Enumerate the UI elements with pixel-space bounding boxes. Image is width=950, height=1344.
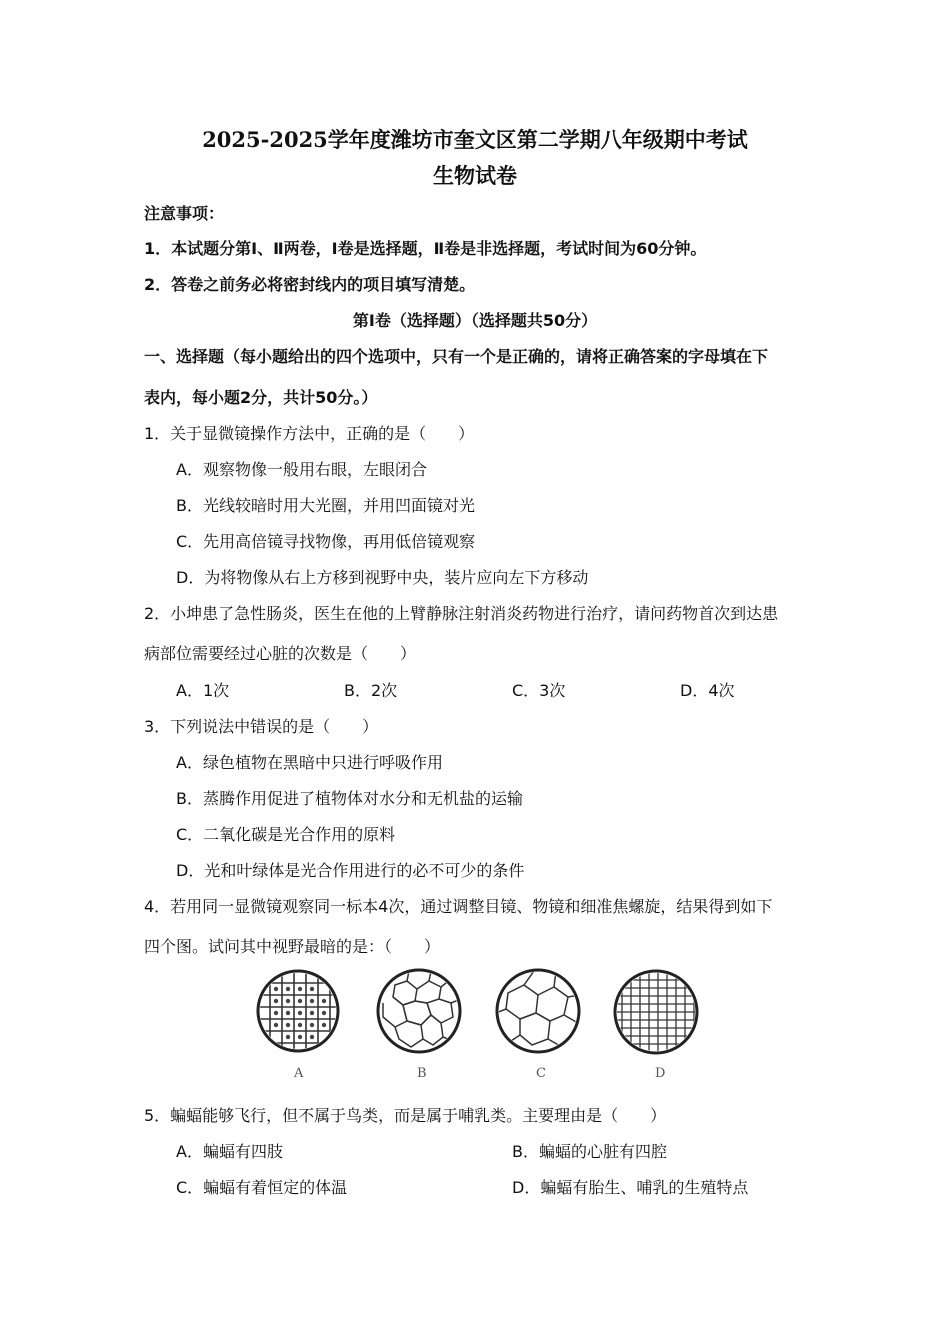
- q5-option-a: A．蝙蝠有四肢: [176, 1142, 283, 1161]
- microscope-field-d: [612, 968, 700, 1056]
- q1-option-b: B．光线较暗时用大光圈，并用凹面镜对光: [176, 496, 475, 515]
- q2-option-a: A．1次: [176, 681, 230, 700]
- microscope-field-c: [494, 967, 582, 1055]
- notes-heading: 注意事项：: [144, 204, 225, 223]
- section-title: 第Ⅰ卷（选择题）（选择题共50分）: [352, 311, 598, 330]
- q3-option-d: D．光和叶绿体是光合作用进行的必不可少的条件: [176, 861, 525, 880]
- q3-option-c: C．二氧化碳是光合作用的原料: [176, 825, 396, 844]
- figure-label-b: B: [417, 1066, 427, 1081]
- q5-option-c: C．蝙蝠有着恒定的体温: [176, 1178, 348, 1197]
- q3-option-b: B．蒸腾作用促进了植物体对水分和无机盐的运输: [176, 789, 523, 808]
- q2-stem-2: 病部位需要经过心脏的次数是（ ）: [144, 644, 417, 663]
- q5-option-d: D．蝙蝠有胎生、哺乳的生殖特点: [512, 1178, 749, 1197]
- title-line-1: 2025-2025学年度潍坊市奎文区第二学期八年级期中考试: [202, 127, 748, 152]
- section-instruction-1: 一、选择题（每小题给出的四个选项中，只有一个是正确的，请将正确答案的字母填在下: [144, 347, 769, 366]
- q1-option-c: C．先用高倍镜寻找物像，再用低倍镜观察: [176, 532, 476, 551]
- q2-option-d: D．4次: [680, 681, 735, 700]
- section-instruction-2: 表内，每小题2分，共计50分。）: [144, 388, 378, 407]
- q3-option-a: A．绿色植物在黑暗中只进行呼吸作用: [176, 753, 443, 772]
- q1-stem: 1．关于显微镜操作方法中，正确的是（ ）: [144, 424, 475, 443]
- q5-option-b: B．蝙蝠的心脏有四腔: [512, 1142, 667, 1161]
- microscope-field-b: [375, 967, 463, 1055]
- q5-stem: 5．蝙蝠能够飞行，但不属于鸟类，而是属于哺乳类。主要理由是（ ）: [144, 1106, 667, 1125]
- figure-label-a: A: [294, 1066, 304, 1081]
- notes-item-1: 1．本试题分第Ⅰ、Ⅱ两卷，Ⅰ卷是选择题，Ⅱ卷是非选择题，考试时间为60分钟。: [144, 239, 707, 258]
- title-line-2: 生物试卷: [433, 163, 517, 188]
- q1-option-d: D．为将物像从右上方移到视野中央，装片应向左下方移动: [176, 568, 589, 587]
- q1-option-a: A．观察物像一般用右眼，左眼闭合: [176, 460, 427, 479]
- figure-label-d: D: [655, 1066, 666, 1081]
- q4-stem-1: 4．若用同一显微镜观察同一标本4次，通过调整目镜、物镜和细准焦螺旋，结果得到如下: [144, 897, 773, 916]
- q2-option-b: B．2次: [344, 681, 398, 700]
- q3-stem: 3．下列说法中错误的是（ ）: [144, 717, 379, 736]
- q2-option-c: C．3次: [512, 681, 566, 700]
- notes-item-2: 2．答卷之前务必将密封线内的项目填写清楚。: [144, 275, 476, 294]
- figure-label-c: C: [536, 1066, 546, 1081]
- microscope-field-a: [255, 968, 341, 1054]
- q2-stem-1: 2．小坤患了急性肠炎，医生在他的上臂静脉注射消炎药物进行治疗，请问药物首次到达患: [144, 604, 779, 623]
- q4-stem-2: 四个图。试问其中视野最暗的是：（ ）: [144, 937, 441, 956]
